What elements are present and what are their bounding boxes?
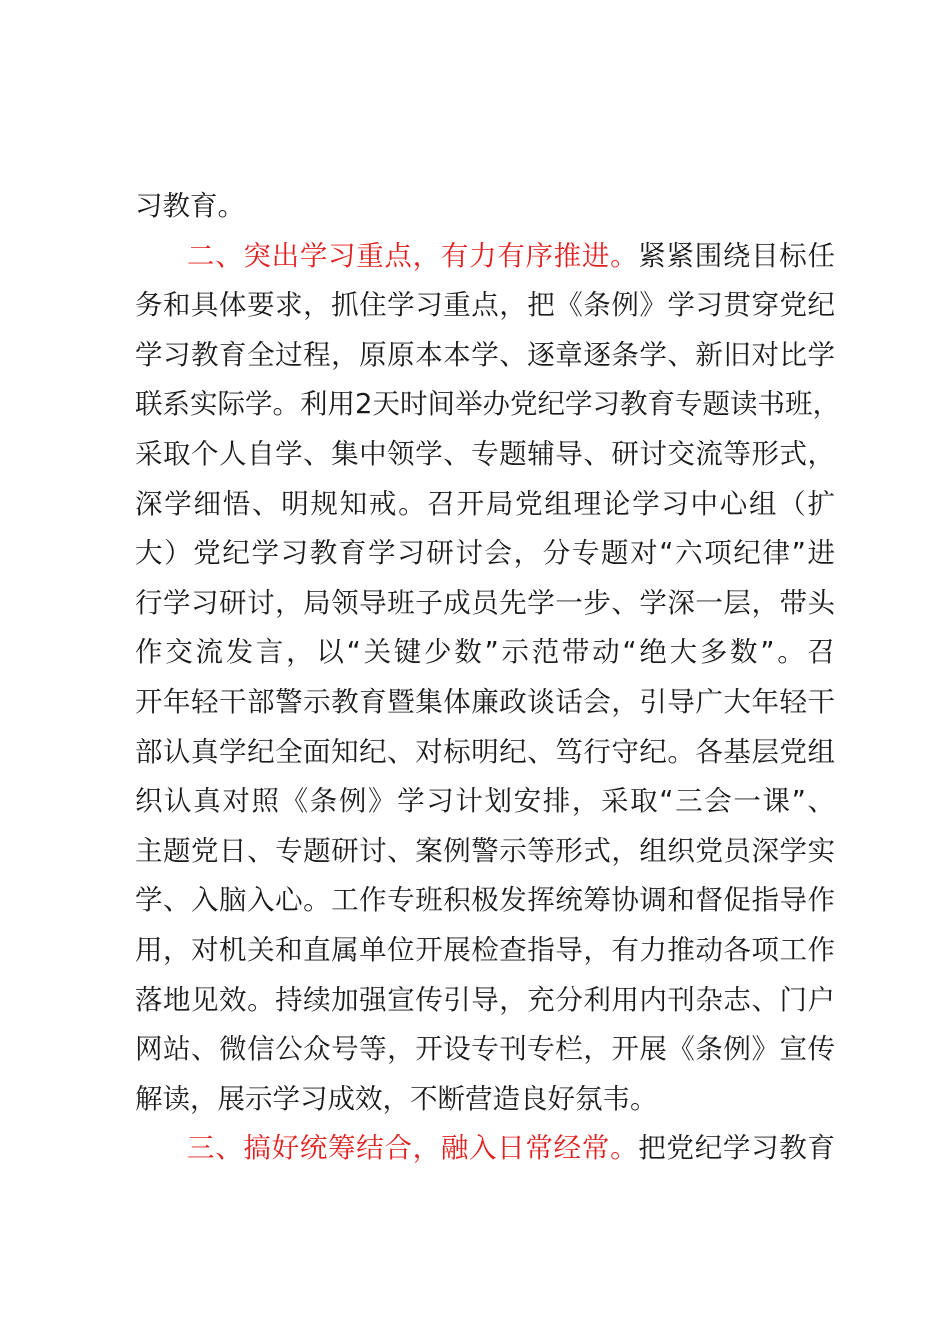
paragraph-2-line: 务和具体要求，抓住学习重点，把《条例》学习贯穿党纪 (135, 289, 835, 322)
paragraph-2-line: 部认真学纪全面知纪、对标明纪、笃行守纪。各基层党组 (135, 735, 835, 768)
paragraph-2-line: 大）党纪学习教育学习研讨会，分专题对“六项纪律”进 (135, 537, 835, 570)
paragraph-2-line: 作交流发言，以“关键少数”示范带动“绝大多数”。召 (135, 636, 835, 669)
section-heading-3: 三、搞好统筹结合，融入日常经常。 (187, 1132, 639, 1165)
paragraph-3-first-line (135, 1124, 835, 1174)
document-body (135, 182, 840, 1174)
paragraph-2-line: 网站、微信公众号等，开设专刊专栏，开展《条例》宣传 (135, 1033, 835, 1066)
paragraph-2-line: 落地见效。持续加强宣传引导，充分利用内刊杂志、门户 (135, 983, 835, 1016)
paragraph-2-first-line-text: 紧紧围绕目标任 (638, 239, 836, 272)
paragraph-2-line: 行学习研讨，局领导班子成员先学一步、学深一层，带头 (135, 586, 835, 619)
paragraph-2-first-line (135, 232, 835, 282)
paragraph-1-line: 习教育。 (135, 190, 245, 222)
paragraph-2-line: 解读，展示学习成效，不断营造良好氛韦。 (135, 1082, 658, 1115)
paragraph-3-first-line-text: 把党纪学习教育 (638, 1132, 836, 1165)
paragraph-2-line: 学习教育全过程，原原本本学、逐章逐条学、新旧对比学 (135, 338, 835, 371)
paragraph-2-line: 深学细悟、明规知戒。召开局党组理论学习中心组（扩 (135, 487, 835, 520)
paragraph-2-line: 学、入脑入心。工作专班积极发挥统筹协调和督促指导作 (135, 884, 835, 917)
paragraph-2-line: 织认真对照《条例》学习计划安排，采取“三会一课”、 (135, 785, 835, 818)
paragraph-2-line: 开年轻干部警示教育暨集体廉政谈话会，引导广大年轻干 (135, 685, 835, 718)
paragraph-2-line: 用，对机关和直属单位开展检查指导，有力推动各项工作 (135, 933, 835, 966)
paragraph-2-line: 采取个人自学、集中领学、专题辅导、研讨交流等形式， (135, 437, 835, 470)
paragraph-2-line: 主题党日、专题研讨、案例警示等形式，组织党员深学实 (135, 834, 835, 867)
section-heading-2: 二、突出学习重点，有力有序推进。 (187, 239, 639, 272)
paragraph-2-line: 联系实际学。利用2天时间举办党纪学习教育专题读书班， (135, 388, 840, 421)
